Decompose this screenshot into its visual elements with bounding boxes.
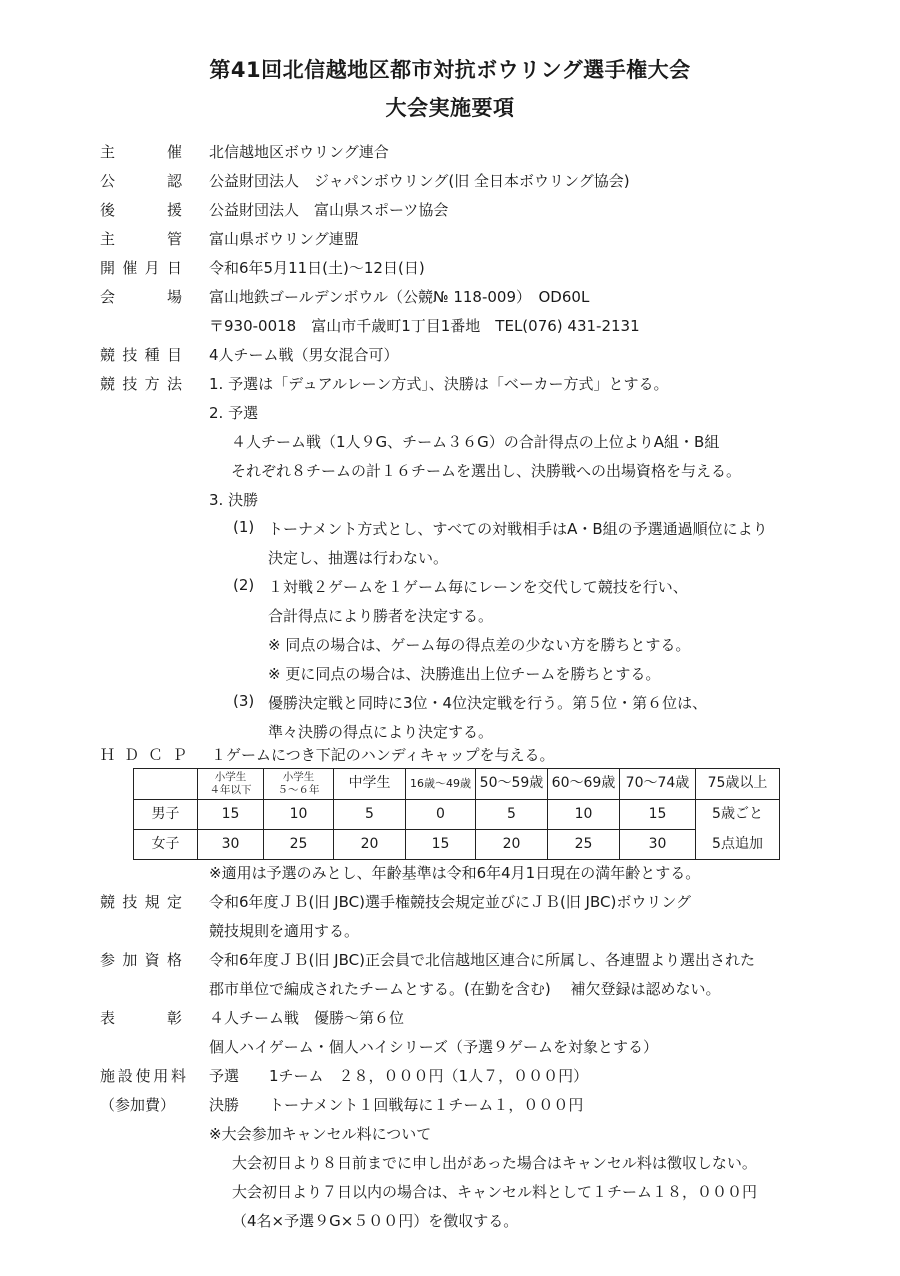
fee-label: 施設使用料 [100, 1067, 186, 1085]
fee-line1: 予選 1チーム ２８，０００円（1人７，０００円） [209, 1067, 589, 1085]
awards-label: 表 彰 [100, 1009, 182, 1027]
method-item2-line1: ４人チーム戦（1人９G、チーム３６G）の合計得点の上位よりA組・B組 [231, 433, 720, 451]
method-sub1-line2: 決定し、抽選は行わない。 [268, 549, 449, 567]
hdcp-header-60-69: 60～69歳 [548, 769, 620, 800]
eligibility-line2: 郡市単位で編成されたチームとする。(在勤を含む) 補欠登録は認めない。 [209, 980, 721, 998]
fee-line2: 決勝 トーナメント１回戦毎に１チーム１，０００円 [209, 1096, 584, 1114]
hdcp-cell: 25 [264, 830, 334, 860]
method-sub2-number: (2) [233, 576, 255, 594]
method-sub2-line2: 合計得点により勝者を決定する。 [268, 607, 494, 625]
hdcp-cell: 15 [406, 830, 476, 860]
method-sub2-note1: ※ 同点の場合は、ゲーム毎の得点差の少ない方を勝ちとする。 [268, 636, 691, 654]
hdcp-header-elem-low [198, 769, 264, 800]
venue-label: 会 場 [100, 288, 182, 306]
hdcp-cell: 0 [406, 800, 476, 830]
event-type-label: 競技種目 [100, 346, 182, 364]
hdcp-male-label: 男子 [134, 800, 198, 830]
hdcp-header-50-59: 50～59歳 [476, 769, 548, 800]
rules-label: 競技規定 [100, 893, 182, 911]
document-subtitle: 大会実施要項 [385, 96, 515, 120]
date-value: 令和6年5月11日(土)～12日(日) [209, 259, 425, 277]
sponsor-value: 北信越地区ボウリング連合 [209, 143, 389, 161]
hdcp-cell: 10 [264, 800, 334, 830]
hdcp-female-label: 女子 [134, 830, 198, 860]
hdcp-cell: 25 [548, 830, 620, 860]
hdcp-header-70-74: 70～74歳 [620, 769, 696, 800]
rules-line1: 令和6年度ＪＢ(旧 JBC)選手権競技会規定並びにＪＢ(旧 JBC)ボウリング [209, 893, 692, 911]
hdcp-female-row [134, 830, 780, 860]
method-sub1-line1: トーナメント方式とし、すべての対戦相手はA・B組の予選通過順位により [268, 520, 768, 538]
hdcp-header-row [134, 769, 780, 800]
hdcp-header-junior-high: 中学生 [334, 769, 406, 800]
support-label: 後 援 [100, 201, 182, 219]
awards-line1: ４人チーム戦 優勝～第６位 [209, 1009, 405, 1027]
hdcp-header-corner [134, 769, 198, 800]
hdcp-cell: 15 [620, 800, 696, 830]
method-sub2-line1: １対戦２ゲームを１ゲーム毎にレーンを交代して競技を行い、 [268, 578, 688, 596]
hdcp-cell: 10 [548, 800, 620, 830]
fee-cancel-line2: 大会初日より７日以内の場合は、キャンセル料として１チーム１８，０００円 [232, 1183, 758, 1201]
awards-line2: 個人ハイゲーム・個人ハイシリーズ（予選９ゲームを対象とする） [209, 1038, 658, 1056]
hdcp-cell: 20 [476, 830, 548, 860]
hdcp-cell: 15 [198, 800, 264, 830]
method-item2-line2: それぞれ８チームの計１６チームを選出し、決勝戦への出場資格を与える。 [231, 462, 742, 480]
fee-cancel-line1: 大会初日より８日前までに申し出があった場合はキャンセル料は徴収しない。 [232, 1154, 757, 1172]
eligibility-line1: 令和6年度ＪＢ(旧 JBC)正会員で北信越地区連合に所属し、各連盟より選出された [209, 951, 755, 969]
date-label: 開催月日 [100, 259, 182, 277]
method-item3: 3. 決勝 [209, 491, 259, 509]
authorized-value: 公益財団法人 ジャパンボウリング(旧 全日本ボウリング協会) [209, 172, 630, 190]
fee-label-sub: （参加費） [100, 1096, 176, 1114]
hdcp-male-row [134, 800, 780, 830]
method-sub1-number: (1) [233, 518, 255, 536]
hdcp-cell: 5 [476, 800, 548, 830]
hdcp-header-16-49: 16歳～49歳 [406, 769, 476, 800]
event-type-value: 4人チーム戦（男女混合可） [209, 346, 399, 364]
eligibility-label: 参加資格 [100, 951, 182, 969]
venue-line1: 富山地鉄ゴールデンボウル（公競№ 118-009） OD60L [209, 288, 590, 306]
hdcp-label: ＨＤＣＰ [100, 746, 197, 764]
fee-cancel-line3: （4名×予選９G×５００円）を徴収する。 [232, 1212, 519, 1230]
organizer-value: 富山県ボウリング連盟 [209, 230, 359, 248]
method-sub2-note2: ※ 更に同点の場合は、決勝進出上位チームを勝ちとする。 [268, 665, 661, 683]
method-sub3-line2: 準々決勝の得点により決定する。 [268, 723, 494, 741]
document-title: 第41回北信越地区都市対抗ボウリング選手権大会 [209, 58, 691, 82]
hdcp-note: ※適用は予選のみとし、年齢基準は令和6年4月1日現在の満年齢とする。 [209, 864, 701, 882]
hdcp-header-elem-low-line1: 小学生 [214, 771, 247, 783]
hdcp-header-75-plus: 75歳以上 [696, 769, 780, 800]
hdcp-cell-over75-line1: 5歳ごと [696, 800, 780, 830]
hdcp-cell: 5 [334, 800, 406, 830]
hdcp-table [133, 768, 780, 860]
venue-line2: 〒930-0018 富山市千歳町1丁目1番地 TEL(076) 431-2131 [209, 317, 640, 335]
method-sub3-number: (3) [233, 692, 255, 710]
hdcp-header-elem-high-line1: 小学生 [282, 771, 315, 783]
hdcp-header-elem-high-line2: ５～６年 [277, 784, 320, 796]
method-sub3-line1: 優勝決定戦と同時に3位・4位決定戦を行う。第５位・第６位は、 [268, 694, 708, 712]
hdcp-cell: 20 [334, 830, 406, 860]
method-label: 競技方法 [100, 375, 182, 393]
hdcp-header-elem-low-line2: ４年以下 [209, 784, 252, 796]
organizer-label: 主 管 [100, 230, 182, 248]
fee-cancel-heading: ※大会参加キャンセル料について [209, 1125, 432, 1143]
hdcp-intro: １ゲームにつき下記のハンディキャップを与える。 [211, 746, 555, 764]
sponsor-label: 主 催 [100, 143, 182, 161]
hdcp-cell: 30 [198, 830, 264, 860]
authorized-label: 公 認 [100, 172, 182, 190]
support-value: 公益財団法人 富山県スポーツ協会 [209, 201, 449, 219]
method-item1: 1. 予選は「デュアルレーン方式」、決勝は「ベーカー方式」とする。 [209, 375, 669, 393]
rules-line2: 競技規則を適用する。 [209, 922, 360, 940]
hdcp-cell: 30 [620, 830, 696, 860]
hdcp-header-elem-high [264, 769, 334, 800]
method-item2: 2. 予選 [209, 404, 259, 422]
hdcp-cell-over75-line2: 5点追加 [696, 830, 780, 860]
